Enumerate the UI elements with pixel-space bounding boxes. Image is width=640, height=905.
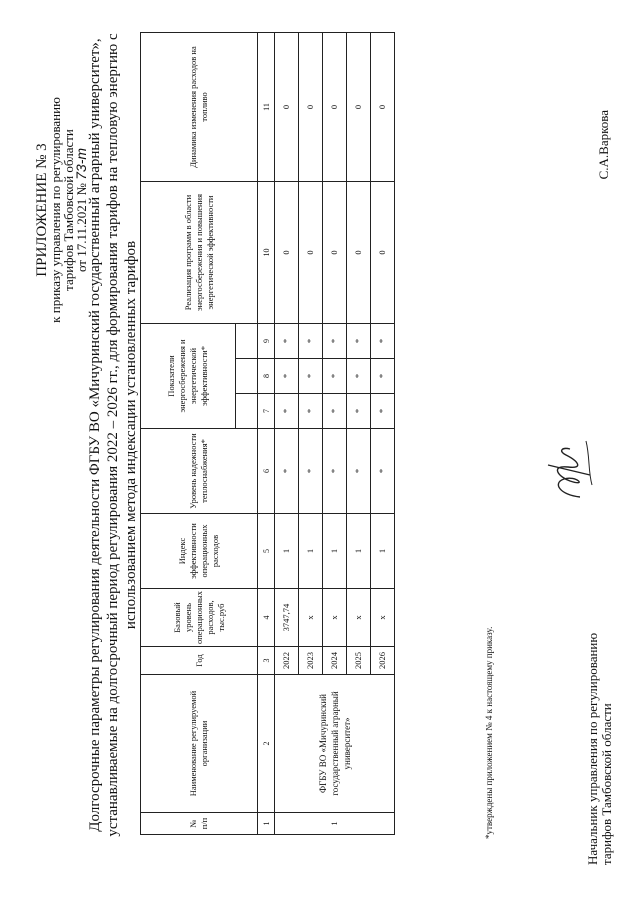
cell-energy-2: * (323, 359, 347, 394)
cell-reliability: * (275, 429, 299, 514)
cell-programs: 0 (347, 182, 371, 324)
column-numbers-row (258, 33, 275, 835)
appendix-title: ПРИЛОЖЕНИЕ № 3 (34, 143, 50, 277)
cell-energy-2: * (347, 359, 371, 394)
col-number: 1 (258, 813, 275, 835)
parameters-table (140, 32, 395, 835)
cell-year: 2026 (371, 647, 395, 675)
order-number: 73-т (73, 147, 89, 180)
cell-reliability: * (323, 429, 347, 514)
header-year: Год (141, 647, 258, 675)
col-number: 10 (258, 182, 275, 324)
cell-base: 3747,74 (275, 589, 299, 647)
subheader-empty-1 (236, 394, 258, 429)
col-number: 6 (258, 429, 275, 514)
header-reliability: Уровень надежности теплоснабжения* (141, 429, 258, 514)
cell-energy-1: * (275, 394, 299, 429)
cell-energy-3: * (275, 324, 299, 359)
document-heading (86, 25, 140, 845)
cell-year: 2022 (275, 647, 299, 675)
cell-energy-3: * (347, 324, 371, 359)
order-date: от 17.11.2021 № (74, 183, 89, 273)
cell-fuel: 0 (371, 33, 395, 182)
cell-base: x (299, 589, 323, 647)
header-programs: Реализация программ в области энергосбережения и повышения энергетической эффективности (141, 182, 258, 324)
header-org: Наименование регулируемой организации (141, 675, 258, 813)
cell-index: 1 (299, 514, 323, 589)
cell-reliability: * (371, 429, 395, 514)
cell-programs: 0 (275, 182, 299, 324)
cell-year: 2025 (347, 647, 371, 675)
appendix-line-1: к приказу управления по регулированию (48, 97, 63, 323)
col-number: 2 (258, 675, 275, 813)
cell-energy-3: * (323, 324, 347, 359)
cell-programs: 0 (323, 182, 347, 324)
cell-index: 1 (371, 514, 395, 589)
heading-line-1: Долгосрочные параметры регулирования деятельности ФГБУ ВО «Мичуринский государственный аграрный университет», (87, 38, 103, 832)
table-row (275, 33, 299, 835)
heading-line-3: использованием метода индексации установленных тарифов (123, 240, 139, 630)
cell-programs: 0 (371, 182, 395, 324)
signer-position (586, 633, 614, 865)
cell-year: 2024 (323, 647, 347, 675)
cell-index: 1 (347, 514, 371, 589)
header-efficiency-index: Индекс эффективности операционных расходов (141, 514, 258, 589)
cell-energy-2: * (275, 359, 299, 394)
cell-energy-1: * (347, 394, 371, 429)
heading-line-2: устанавливаемые на долгосрочный период регулирования 2022 – 2026 гг., для формирования тарифов на тепловую энергию с (105, 33, 121, 837)
cell-energy-1: * (371, 394, 395, 429)
col-number: 9 (258, 324, 275, 359)
subheader-empty-3 (236, 324, 258, 359)
org-number: 1 (275, 813, 395, 835)
header-num: № п/п (141, 813, 258, 835)
header-energy-indicators: Показатели энергосбережения и энергетической эффективности* (141, 324, 236, 429)
signer-name: С.А.Варкова (596, 110, 611, 180)
signer-position-line-1: Начальник управления по регулированию (585, 632, 600, 865)
signer-position-line-2: тарифов Тамбовской области (599, 703, 614, 865)
header-base-level: Базовый уровень операционных расходов, тыс.руб (141, 589, 258, 647)
subheader-empty-2 (236, 359, 258, 394)
cell-base: x (323, 589, 347, 647)
org-name: ФГБУ ВО «Мичуринский государственный аграрный университет» (275, 675, 395, 813)
table-header-row (141, 33, 236, 835)
cell-reliability: * (347, 429, 371, 514)
cell-fuel: 0 (323, 33, 347, 182)
cell-fuel: 0 (275, 33, 299, 182)
cell-index: 1 (275, 514, 299, 589)
cell-energy-2: * (371, 359, 395, 394)
cell-energy-1: * (299, 394, 323, 429)
cell-fuel: 0 (299, 33, 323, 182)
cell-energy-3: * (371, 324, 395, 359)
col-number: 8 (258, 359, 275, 394)
col-number: 7 (258, 394, 275, 429)
cell-index: 1 (323, 514, 347, 589)
appendix-line-2: тарифов Тамбовской области (61, 129, 76, 291)
cell-energy-1: * (323, 394, 347, 429)
cell-reliability: * (299, 429, 323, 514)
cell-fuel: 0 (347, 33, 371, 182)
cell-base: x (371, 589, 395, 647)
cell-programs: 0 (299, 182, 323, 324)
cell-energy-3: * (299, 324, 323, 359)
col-number: 11 (258, 33, 275, 182)
cell-energy-2: * (299, 359, 323, 394)
cell-year: 2023 (299, 647, 323, 675)
col-number: 5 (258, 514, 275, 589)
cell-base: x (347, 589, 371, 647)
col-number: 4 (258, 589, 275, 647)
handwritten-signature (540, 435, 600, 505)
header-fuel-dynamics: Динамика изменения расходов на топливо (141, 33, 258, 182)
footnote: *утверждены приложением № 4 к настоящему приказу. (484, 626, 494, 839)
col-number: 3 (258, 647, 275, 675)
appendix-header (36, 50, 88, 370)
